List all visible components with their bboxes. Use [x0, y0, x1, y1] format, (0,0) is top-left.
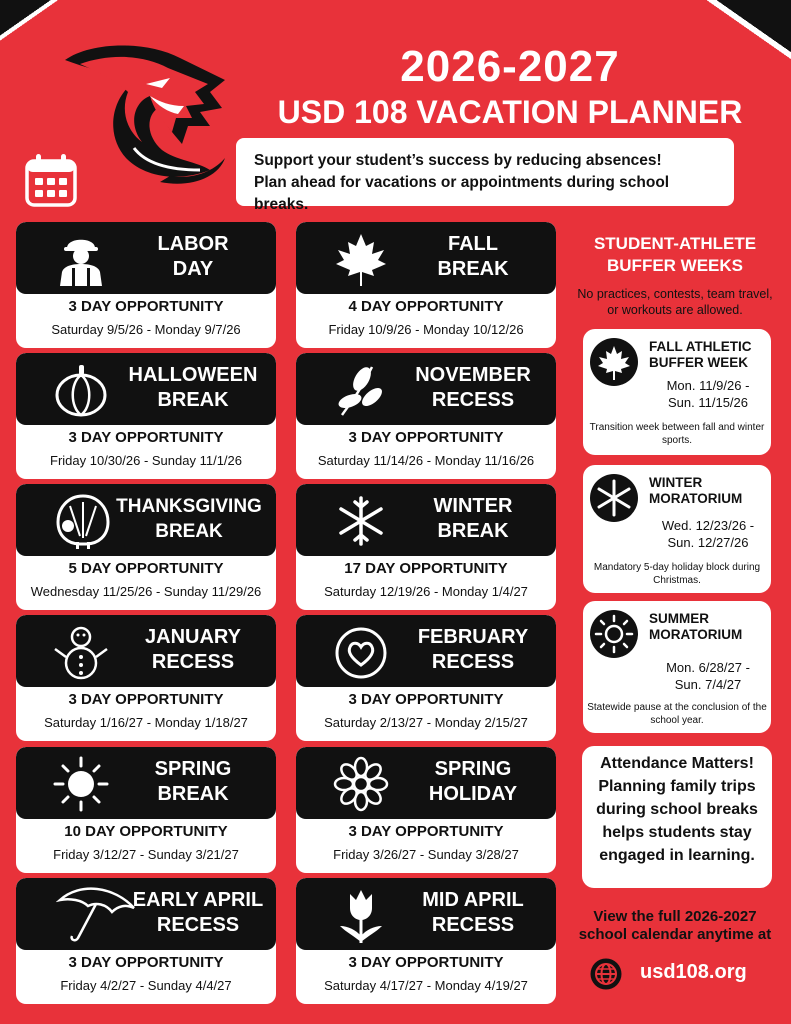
card-header	[16, 353, 276, 425]
date-range: Friday 4/2/27 - Sunday 4/4/27	[60, 978, 232, 993]
break-card-labor-day	[16, 222, 276, 348]
opportunity-label: 3 DAY OPPORTUNITY	[348, 691, 504, 708]
break-card-winter-break	[296, 484, 556, 610]
break-name: THANKSGIVING BREAK	[116, 496, 262, 542]
website-link[interactable]: usd108.org	[640, 961, 747, 983]
page-year: 2026-2027	[400, 42, 620, 91]
buffer-week-name: SUMMER MORATORIUM	[649, 611, 743, 642]
opportunity-label: 3 DAY OPPORTUNITY	[68, 298, 224, 315]
card-header	[16, 615, 276, 687]
sun-icon	[589, 609, 639, 659]
opportunity-label: 10 DAY OPPORTUNITY	[64, 823, 228, 840]
athlete-section-subtitle: No practices, contests, team travel, or workouts are allowed.	[577, 287, 773, 317]
break-name: FEBRUARY RECESS	[417, 626, 529, 673]
card-header	[16, 878, 276, 950]
break-card-february-recess	[296, 615, 556, 741]
break-name: NOVEMBER RECESS	[415, 364, 531, 411]
tulip-icon	[332, 886, 390, 944]
break-card-november-recess	[296, 353, 556, 479]
athlete-section-title: STUDENT-ATHLETE BUFFER WEEKS	[593, 234, 757, 275]
buffer-week-note: Transition week between fall and winter sports.	[589, 422, 765, 446]
buffer-week-winter	[583, 465, 771, 593]
opportunity-label: 3 DAY OPPORTUNITY	[348, 429, 504, 446]
buffer-week-dates: Wed. 12/23/26 - Sun. 12/27/26	[661, 518, 755, 550]
opportunity-label: 5 DAY OPPORTUNITY	[68, 560, 224, 577]
pumpkin-icon	[52, 361, 110, 419]
date-range: Friday 3/26/27 - Sunday 3/28/27	[333, 847, 519, 862]
break-card-january-recess	[16, 615, 276, 741]
page-title: USD 108 VACATION PLANNER	[277, 94, 743, 130]
buffer-week-note: Statewide pause at the conclusion of the school year.	[587, 702, 767, 726]
leaves-icon	[332, 361, 390, 419]
date-range: Friday 10/9/26 - Monday 10/12/26	[328, 322, 524, 337]
date-range: Saturday 2/13/27 - Monday 2/15/27	[324, 715, 528, 730]
intro-box	[236, 138, 734, 213]
card-header	[296, 615, 556, 687]
buffer-week-dates: Mon. 6/28/27 - Sun. 7/4/27	[666, 660, 750, 692]
maple-leaf-icon	[332, 230, 390, 288]
opportunity-label: 3 DAY OPPORTUNITY	[68, 429, 224, 446]
card-header	[296, 353, 556, 425]
calendar-icon	[24, 152, 78, 208]
opportunity-label: 3 DAY OPPORTUNITY	[348, 954, 504, 971]
snowflake-icon	[589, 473, 639, 523]
buffer-week-note: Mandatory 5-day holiday block during Christmas.	[593, 562, 761, 586]
buffer-week-name: FALL ATHLETIC BUFFER WEEK	[649, 339, 752, 370]
snowman-icon	[52, 623, 110, 681]
break-name: WINTER BREAK	[433, 495, 513, 542]
card-header	[296, 222, 556, 294]
break-name: FALL BREAK	[437, 233, 509, 280]
buffer-week-summer	[583, 601, 771, 733]
card-header	[16, 747, 276, 819]
card-header	[296, 484, 556, 556]
buffer-week-fall	[583, 329, 771, 455]
break-name: MID APRIL RECESS	[422, 889, 524, 936]
break-card-spring-break	[16, 747, 276, 873]
break-name: EARLY APRIL RECESS	[132, 889, 264, 936]
intro-line: Plan ahead for vacations or appointments during school breaks.	[254, 174, 670, 213]
break-card-early-april-recess	[16, 878, 276, 1004]
opportunity-label: 17 DAY OPPORTUNITY	[344, 560, 508, 577]
opportunity-label: 3 DAY OPPORTUNITY	[348, 823, 504, 840]
attendance-message: Attendance Matters! Planning family trips during school breaks helps students stay engaged in learning.	[582, 746, 772, 888]
card-header	[296, 878, 556, 950]
date-range: Saturday 12/19/26 - Monday 1/4/27	[324, 584, 528, 599]
intro-line: Support your student’s success by reducing absences!	[254, 152, 662, 169]
card-header	[296, 747, 556, 819]
opportunity-label: 4 DAY OPPORTUNITY	[348, 298, 504, 315]
break-card-mid-april-recess	[296, 878, 556, 1004]
card-header	[16, 222, 276, 294]
opportunity-label: 3 DAY OPPORTUNITY	[68, 691, 224, 708]
maple-leaf-icon	[589, 337, 639, 387]
turkey-icon	[54, 492, 112, 550]
opportunity-label: 3 DAY OPPORTUNITY	[68, 954, 224, 971]
break-name: SPRING HOLIDAY	[428, 758, 518, 805]
break-name: HALLOWEEN BREAK	[128, 364, 258, 411]
break-card-spring-holiday	[296, 747, 556, 873]
date-range: Wednesday 11/25/26 - Sunday 11/29/26	[30, 584, 262, 599]
calendar-callout: View the full 2026-2027 school calendar anytime at	[578, 908, 772, 943]
date-range: Friday 10/30/26 - Sunday 11/1/26	[50, 453, 242, 468]
date-range: Saturday 1/16/27 - Monday 1/18/27	[44, 715, 248, 730]
break-card-halloween-break	[16, 353, 276, 479]
date-range: Saturday 4/17/27 - Monday 4/19/27	[324, 978, 528, 993]
date-range: Saturday 9/5/26 - Monday 9/7/26	[51, 322, 241, 337]
snowflake-icon	[332, 492, 390, 550]
flower-icon	[332, 755, 390, 813]
heart-icon	[332, 623, 390, 681]
sun-icon	[52, 755, 110, 813]
break-card-fall-break	[296, 222, 556, 348]
date-range: Friday 3/12/27 - Sunday 3/21/27	[53, 847, 239, 862]
card-header	[16, 484, 276, 556]
break-name: JANUARY RECESS	[145, 626, 241, 673]
break-card-thanksgiving-break	[16, 484, 276, 610]
globe-icon	[590, 958, 622, 990]
break-name: SPRING BREAK	[154, 758, 232, 805]
worker-icon	[52, 230, 110, 288]
buffer-week-name: WINTER MORATORIUM	[649, 475, 743, 506]
date-range: Saturday 11/14/26 - Monday 11/16/26	[317, 453, 535, 468]
buffer-week-dates: Mon. 11/9/26 - Sun. 11/15/26	[666, 378, 750, 410]
break-name: LABOR DAY	[157, 233, 229, 280]
